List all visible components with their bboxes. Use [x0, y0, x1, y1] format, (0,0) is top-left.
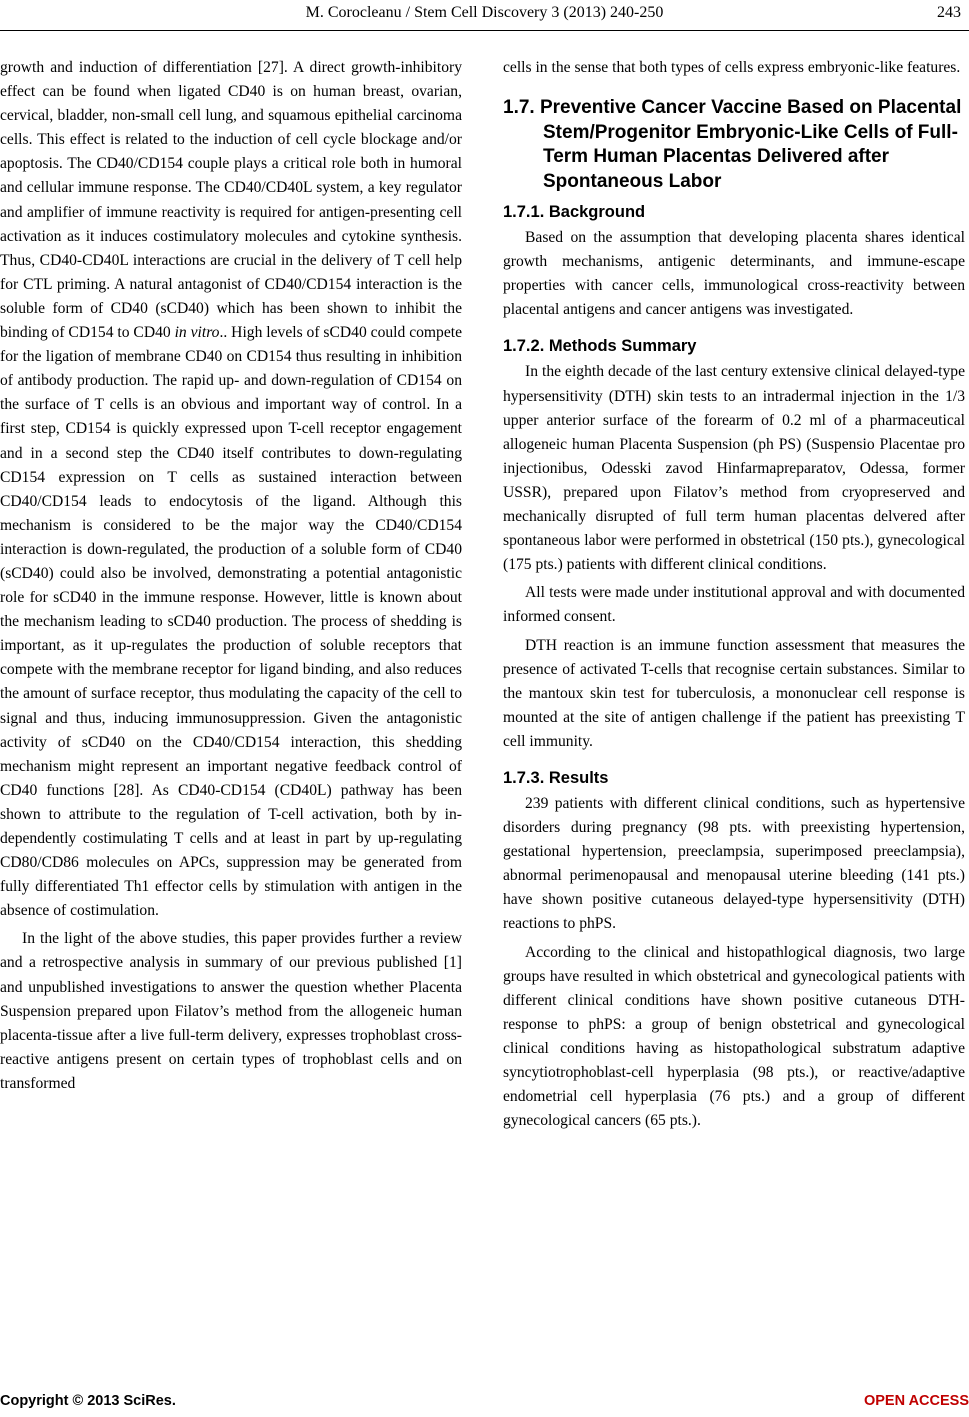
body-paragraph: cells in the sense that both types of cells express embryonic-like features.: [503, 59, 961, 76]
body-paragraph: DTH reaction is an immune function assessment that measures the presence of activated T-cells that recognise certain substances. Similar to the mantoux skin test for tuberculosis, a mononuclear cell response is mounted at the site of antigen challenge if the patient has preexisting T cell immunity.: [503, 636, 965, 750]
subsection-heading: 1.7.2. Methods Summary: [503, 337, 697, 356]
subsection-heading: 1.7.1. Background: [503, 203, 646, 222]
text-run: .. High levels of sCD40 could compete for the ligation of membrane CD40 on CD154 thus resulting in inhibition of antibody production. The rapid up- and down-regulation of CD154 on the surface of T cells is an obvious and important way of control. In a first step, CD154 is quickly expressed upon T-cell receptor engagement and in a second step the CD40 itself contributes to down-regulating CD154 expression on T cells as sustained interaction between CD40/CD154 leads to endocytosis of the ligand. Although this mechanism is considered to be the major way the CD40/CD154 interaction is down-regulated, the production of a soluble form of CD40 (sCD40) could also be involved, demonstrating a potential antagonistic role for sCD40 in the immune response. However, little is known about the mechanism leading to sCD40 production. The process of shedding is important, as it up-regulates the production of soluble receptors that compete with the membrane receptor for ligand binding, and also reduces the amount of surface receptor, thus modulating the capacity of the cell to signal and thus, inducing immunosuppression. Given the antagonistic activity of sCD40 on the CD40/CD154 interaction, this shedding mechanism might represent an important negative feedback control of CD40 functions [28]. As CD40-CD154 (CD40L) pathway has been shown to attribute to the regulation of T-cell activation, both by independently costimulating T cells and at least in part by up-regulating CD80/CD86 molecules on APCs, suppression may be generated from fully differentiated Th1 effector cells by stimulation with antigen in the absence of costimulation.: [0, 324, 463, 920]
running-header: [0, 4, 969, 28]
open-access-label: OPEN ACCESS: [863, 1393, 969, 1409]
body-paragraph: In the light of the above studies, this paper provides further a review and a retrospective analysis in summary of our previous published [1] and unpublished investigations to answer the question whether Placenta Suspension prepared upon Filatov’s method from the allogeneic human placenta-tissue after a live full-term delivery, expresses trophoblast cross-reactive antigens present on certain types of trophoblast cells and on transformed: [0, 930, 462, 1092]
body-paragraph: 239 patients with different clinical conditions, such as hypertensive disorders during pregnancy (98 pts. with preexisting hypertension, gestational hypertension, preeclampsia, superimposed preeclampsia), abnormal perimenopausal and menopausal uterine bleeding (141 pts.) have shown positive cutaneous delayed-type hypersensitivity (DTH) reactions to phPS.: [503, 794, 965, 933]
subsection-heading: 1.7.3. Results: [503, 768, 609, 787]
italic-term: in vitro: [174, 324, 220, 342]
section-heading: 1.7. Preventive Cancer Vaccine Based on Placental Stem/Progenitor Embryonic-Like Cells of Full-Term Human Placentas Delivered after Spontaneous Labor: [503, 97, 962, 192]
left-column: [0, 56, 462, 1096]
body-paragraph: [0, 56, 462, 923]
body-paragraph: In the eighth decade of the last century extensive clinical delayed-type hypersensitivity (DTH) skin tests to an intradermal injection in the 1/3 upper anterior surface of the forearm of 0.2 ml of a pharmaceutical allogeneic human Placenta Suspension (ph PS) (Suspensio Placentae pro injectionibus, Odesski zavod Hinfarmapreparatov, Odessa, former USSR), prepared upon Filatov’s method from cryopreserved and mechanically disrupted of full term human placentas delvered after spontaneous labor were performed in obstetrical (150 pts.), gynecological (175 pts.) patients with different clinical conditions.: [503, 363, 965, 574]
body-paragraph: Based on the assumption that developing placenta shares identical growth mechanisms, antigenic determinants, and immune-escape properties with cancer cells, immunological cross-reactivity between placental antigens and cancer antigens was investigated.: [503, 229, 965, 319]
page-footer: [0, 1393, 969, 1415]
right-column: [503, 56, 965, 1133]
body-paragraph: According to the clinical and histopathlogical diagnosis, two large groups have resulted in which obstetrical and gynecological patients with different clinical conditions have shown positive cutaneous DTH-response to phPS: a group of benign obstetrical and gynecological clinical conditions having as histopathological substratum adaptive syncytiotrophoblast-cell hyperplasia (98 pts.), or reactive/adaptive endometrial cell hyperplasia (76 pts.) and a group of different gynecological cancers (65 pts.).: [503, 943, 965, 1130]
text-run: growth and induction of differentiation [27]. A direct growth-inhibitory effect can be found when ligated CD40 is on human breast, ovarian, cervical, bladder, non-small cell lung, and squamous epithelial carcinoma cells. This effect is related to the induction of cell cycle blockage and/or apoptosis. The CD40/CD154 couple plays a critical role both in humoral and cellular immune response. The CD40/CD40L system, a key regulator and amplifier of immune reactivity is required for antigen-presenting cell activation as it induces costimulatory molecules and cytokine synthesis. Thus, CD40-CD40L interactions are crucial in the delivery of T cell help for CTL priming. A natural antagonist of CD40/CD154 interaction is the soluble form of CD40 (sCD40) which has been shown to inhibit the binding of CD154 to CD40: [0, 59, 462, 342]
journal-citation: M. Corocleanu / Stem Cell Discovery 3 (2013) 240-250: [305, 4, 664, 21]
body-paragraph: All tests were made under institutional approval and with documented informed consent.: [503, 584, 965, 626]
header-divider: [0, 30, 969, 31]
page-number: 243: [937, 4, 961, 21]
copyright-notice: Copyright © 2013 SciRes.: [0, 1393, 176, 1409]
